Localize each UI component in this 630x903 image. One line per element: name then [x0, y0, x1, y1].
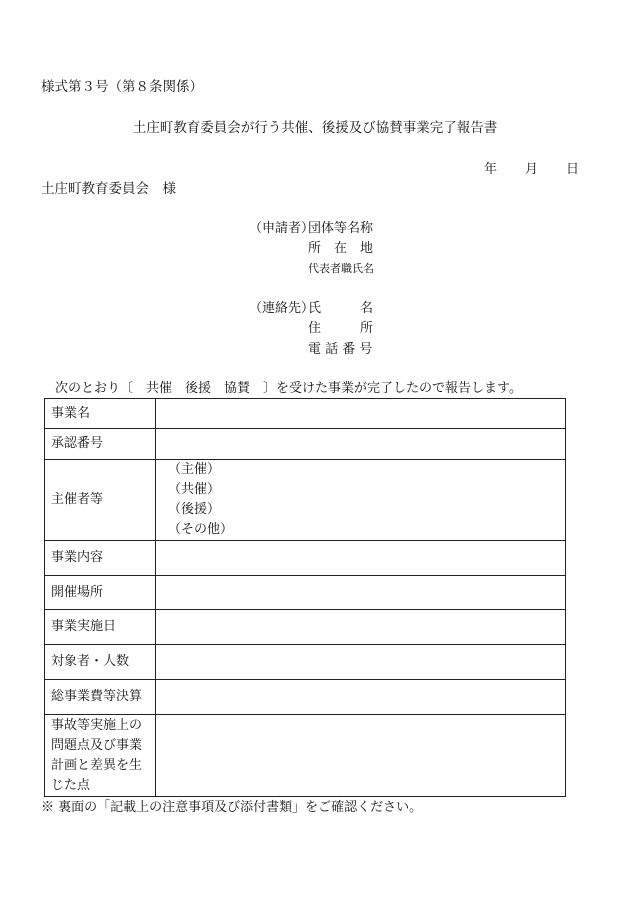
form-number: 様式第３号（第８条関係）: [41, 79, 203, 95]
organizer-cohost: （共催）: [168, 482, 221, 497]
value-event-content[interactable]: [156, 541, 566, 576]
table-row: [45, 576, 566, 610]
issues-label-line: 事故等実施上の: [51, 717, 143, 733]
row-label-venue: 開催場所: [45, 576, 156, 610]
applicant-tag: （申請者）: [249, 221, 315, 236]
footnote: ※ 裏面の「記載上の注意事項及び添付書類」をご確認ください。: [41, 800, 423, 815]
table-row: [45, 610, 566, 645]
date-day: 日: [566, 162, 580, 177]
table-row: [45, 541, 566, 576]
row-label-organizers: 主催者等: [45, 460, 156, 541]
row-label-budget-settlement: 総事業費等決算: [45, 680, 156, 715]
value-target-count[interactable]: [156, 645, 566, 680]
applicant-org-label: 団体等名称: [308, 221, 374, 236]
table-row: [45, 460, 566, 541]
row-label-event-content: 事業内容: [45, 541, 156, 576]
value-budget-settlement[interactable]: [156, 680, 566, 715]
issues-label-line: 計画と差異を生: [51, 757, 143, 773]
date-month: 月: [525, 162, 539, 177]
organizer-other: （その他）: [168, 522, 234, 537]
table-row: [45, 429, 566, 460]
table-row: [45, 645, 566, 680]
contact-address-label: 住 所: [308, 321, 374, 336]
date-year: 年: [484, 162, 498, 177]
organizer-main: （主催）: [168, 462, 221, 477]
document-title: 土庄町教育委員会が行う共催、後援及び協賛事業完了報告書: [132, 120, 498, 136]
row-label-target-count: 対象者・人数: [45, 645, 156, 680]
table-row: [45, 680, 566, 715]
applicant-representative-label: 代表者職氏名: [308, 262, 374, 275]
applicant-address-label: 所 在 地: [308, 241, 374, 256]
issues-label-line: じた点: [51, 777, 91, 793]
table-row: [45, 399, 566, 429]
organizer-sponsor: （後援）: [168, 502, 221, 517]
intro-text: 次のとおり〔 共催 後援 協賛 〕を受けた事業が完了したので報告します。: [55, 381, 522, 396]
value-venue[interactable]: [156, 576, 566, 610]
value-issues[interactable]: [156, 715, 566, 797]
value-event-name[interactable]: [156, 399, 566, 429]
contact-tel-label: 電 話 番 号: [308, 342, 373, 357]
date-line: [484, 163, 579, 176]
value-event-date[interactable]: [156, 610, 566, 645]
row-label-event-date: 事業実施日: [45, 610, 156, 645]
contact-name-label: 氏 名: [308, 301, 374, 316]
contact-tag: （連絡先）: [249, 301, 315, 316]
addressee: 土庄町教育委員会 様: [41, 181, 176, 197]
row-label-approval-number: 承認番号: [45, 429, 156, 460]
report-table: [44, 398, 566, 797]
value-approval-number[interactable]: [156, 429, 566, 460]
table-row: [45, 715, 566, 797]
issues-label-line: 問題点及び事業: [51, 737, 143, 753]
value-organizers[interactable]: [156, 460, 566, 541]
row-label-event-name: 事業名: [45, 399, 156, 429]
row-label-issues: [45, 715, 156, 797]
